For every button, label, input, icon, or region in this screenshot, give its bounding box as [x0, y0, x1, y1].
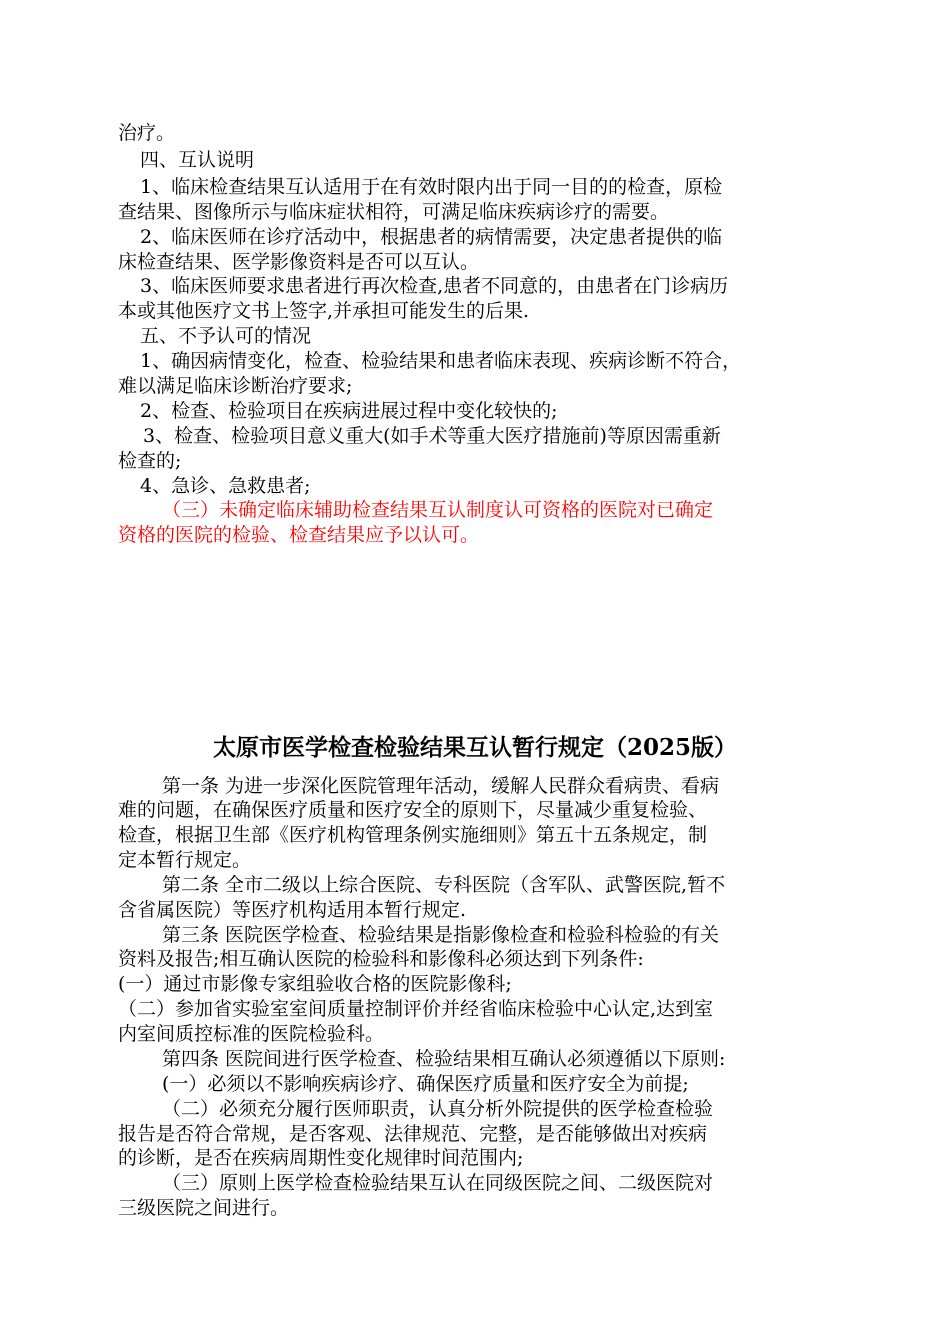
highlighted-text-line: 资格的医院的检验、检查结果应予以认可。 [118, 524, 480, 546]
text-line: 第二条 全市二级以上综合医院、专科医院（含军队、武警医院,暂不 [162, 874, 726, 896]
text-line: （二）必须充分履行医师职责，认真分析外院提供的医学检查检验 [162, 1098, 714, 1120]
text-line: (一）通过市影像专家组验收合格的医院影像科; [118, 973, 512, 995]
text-line: 难以满足临床诊断治疗要求; [118, 375, 353, 397]
text-line: 第一条 为进一步深化医院管理年活动，缓解人民群众看病贵、看病 [162, 775, 720, 797]
text-line: 报告是否符合常规，是否客观、法律规范、完整，是否能够做出对疾病 [118, 1123, 708, 1145]
text-line: 内室间质控标准的医院检验科。 [118, 1023, 385, 1045]
text-line: 第四条 医院间进行医学检查、检验结果相互确认必须遵循以下原则: [162, 1048, 726, 1070]
text-line: (一）必须以不影响疾病诊疗、确保医疗质量和医疗安全为前提; [162, 1073, 689, 1095]
text-line: 3、临床医师要求患者进行再次检查,患者不同意的，由患者在门诊病历 [140, 275, 729, 297]
text-line: 4、急诊、急救患者; [140, 475, 311, 497]
text-line: 床检查结果、医学影像资料是否可以互认。 [118, 251, 480, 273]
text-line: 检查的; [118, 450, 182, 472]
section-heading: 四、互认说明 [140, 149, 255, 171]
text-line: 资料及报告;相互确认医院的检验科和影像科必须达到下列条件: [118, 948, 644, 970]
text-line: 定本暂行规定。 [118, 849, 252, 871]
text-line: 检查，根据卫生部《医疗机构管理条例实施细则》第五十五条规定，制 [118, 824, 708, 846]
text-line: （三）原则上医学检查检验结果互认在同级医院之间、二级医院对 [162, 1172, 714, 1194]
text-line: 3、检查、检验项目意义重大(如手术等重大医疗措施前)等原因需重新 [143, 425, 721, 447]
section-heading: 五、不予认可的情况 [140, 325, 312, 347]
text-line: 2、临床医师在诊疗活动中，根据患者的病情需要，决定患者提供的临 [140, 226, 723, 248]
text-line: 三级医院之间进行。 [118, 1197, 290, 1219]
document-title: 太原市医学检查检验结果互认暂行规定（2025版） [212, 734, 737, 761]
text-line: 2、检查、检验项目在疾病进展过程中变化较快的; [140, 400, 558, 422]
highlighted-text-line: （三）未确定临床辅助检查结果互认制度认可资格的医院对已确定 [162, 499, 714, 521]
text-line: 查结果、图像所示与临床症状相符，可满足临床疾病诊疗的需要。 [118, 201, 670, 223]
text-line: （二）参加省实验室室间质量控制评价并经省临床检验中心认定,达到室 [118, 998, 714, 1020]
text-line: 第三条 医院医学检查、检验结果是指影像检查和检验科检验的有关 [162, 924, 720, 946]
text-line: 含省属医院）等医疗机构适用本暂行规定. [118, 899, 467, 921]
text-line: 的诊断，是否在疾病周期性变化规律时间范围内; [118, 1147, 524, 1169]
text-line: 本或其他医疗文书上签字,并承担可能发生的后果. [118, 300, 530, 322]
text-line: 难的问题，在确保医疗质量和医疗安全的原则下，尽量减少重复检验、 [118, 799, 708, 821]
text-line: 1、临床检查结果互认适用于在有效时限内出于同一目的的检查，原检 [140, 176, 723, 198]
text-line: 治疗。 [118, 122, 176, 144]
text-line: 1、确因病情变化，检查、检验结果和患者临床表现、疾病诊断不符合， [140, 350, 742, 372]
